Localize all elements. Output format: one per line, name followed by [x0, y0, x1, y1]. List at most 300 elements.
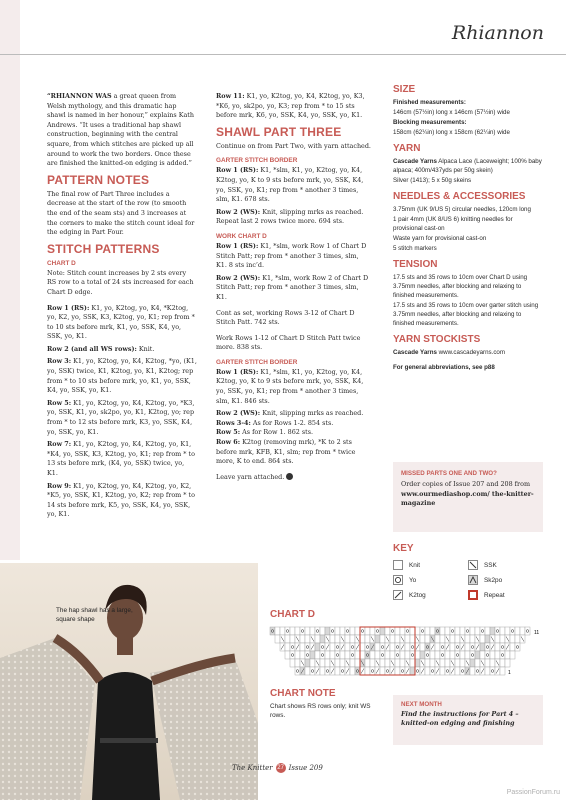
chart-cell: [380, 635, 385, 643]
page-footer: [232, 763, 323, 773]
chart-cell: [440, 627, 445, 635]
chart-cell: [440, 643, 445, 651]
chart-cell: [425, 651, 430, 659]
size-heading: SIZE: [393, 84, 416, 95]
chart-cell: [495, 651, 500, 659]
intro-paragraph: [47, 92, 197, 169]
chart-cell: [485, 643, 490, 651]
chart-cell: [445, 667, 450, 675]
chart-cell: [480, 627, 485, 635]
chart-cell: [365, 667, 370, 675]
chart-cell: [395, 659, 400, 667]
next-month-box: [393, 695, 543, 745]
chart-cell: [305, 627, 310, 635]
left-band: [0, 0, 20, 560]
yarn-heading: YARN: [393, 143, 421, 154]
chart-cell: [380, 667, 385, 675]
chart-cell: [285, 651, 290, 659]
chart-cell: [520, 627, 525, 635]
chart-cell: [350, 667, 355, 675]
chart-cell: [430, 627, 435, 635]
chart-cell: [385, 667, 390, 675]
chart-cell: [480, 651, 485, 659]
chart-cell: [410, 659, 415, 667]
needles-line-3: Waste yarn for provisional cast-on: [393, 235, 487, 242]
chart-cell: [365, 635, 370, 643]
chart-cell: [375, 635, 380, 643]
chart-cell: [485, 627, 490, 635]
next-month-heading: NEXT MONTH: [401, 701, 442, 708]
finished-value: 146cm (57½in) long x 146cm (57½in) wide: [393, 109, 510, 116]
chart-cell: [335, 651, 340, 659]
chart-cell: [525, 627, 530, 635]
chart-cell: [510, 643, 515, 651]
chart-cell: [490, 627, 495, 635]
chart-cell: [515, 627, 520, 635]
work-cont: Cont as set, working Rows 3-12 of Chart D Stitch Patt. 742 sts.: [216, 308, 355, 327]
chart-cell: [405, 643, 410, 651]
chart-cell: [470, 651, 475, 659]
chart-cell: [370, 627, 375, 635]
chart-cell: [370, 667, 375, 675]
chart-cell: [310, 659, 315, 667]
chart-cell: [350, 627, 355, 635]
chart-cell: [375, 643, 380, 651]
chart-cell: [430, 659, 435, 667]
chart-cell: [315, 627, 320, 635]
chart-cell: [300, 643, 305, 651]
chart-cell: [400, 627, 405, 635]
chart-d-grid: [268, 624, 544, 679]
chart-cell: [400, 659, 405, 667]
chart-cell: [455, 643, 460, 651]
chart-cell: [510, 627, 515, 635]
missed-parts-box: [393, 462, 543, 532]
garter2-row2: Row 2 (WS): Knit, slipping mrks as reached.: [216, 409, 364, 418]
chart-cell: [505, 659, 510, 667]
chart-cell: [425, 659, 430, 667]
chart-cell: [455, 635, 460, 643]
chart-cell: [290, 635, 295, 643]
stitch-row: Row 2 (and all WS rows): Knit.: [47, 344, 155, 353]
chart-cell: [485, 635, 490, 643]
knit-icon: [393, 560, 403, 570]
column-left: [47, 92, 197, 523]
chart-cell: [335, 659, 340, 667]
chart-cell: [460, 667, 465, 675]
chart-cell: [500, 667, 505, 675]
stitch-note: Note: Stitch count increases by 2 sts every RS row to a total of 24 sts increased for each Chart D edge.: [47, 268, 194, 296]
chart-cell: [455, 667, 460, 675]
chart-cell: [340, 651, 345, 659]
yo-icon: [393, 575, 403, 585]
chart-cell: [395, 651, 400, 659]
chart-cell: [395, 627, 400, 635]
key-yo: Yo: [393, 575, 468, 585]
chart-cell: [345, 627, 350, 635]
garter-border-heading-2: GARTER STITCH BORDER: [216, 358, 298, 366]
shawl-part-three-heading: SHAWL PART THREE: [216, 124, 342, 139]
chart-cell: [505, 627, 510, 635]
chart-cell: [450, 651, 455, 659]
work-row1: Row 1 (RS): K1, *slm, work Row 1 of Chart D Stitch Patt; rep from * another 3 times, slm, K1. 8 sts inc’d.: [216, 241, 367, 270]
needles-line-4: 5 stitch markers: [393, 245, 437, 252]
chart-cell: [485, 659, 490, 667]
chart-cell: [515, 635, 520, 643]
chart-cell: [410, 635, 415, 643]
chart-cell: [400, 651, 405, 659]
chart-cell: [290, 651, 295, 659]
chart-cell: [355, 627, 360, 635]
watermark: PassionForum.ru: [506, 789, 560, 796]
garter1-row2: Row 2 (WS): Knit, slipping mrks as reached. Repeat last 2 rows twice more. 694 sts.: [216, 207, 364, 226]
needles-line-1: 3.75mm (UK 9/US 5) circular needles, 120cm long: [393, 206, 531, 213]
chart-cell: [360, 643, 365, 651]
blocking-value: 158cm (62¼in) long x 158cm (62¼in) wide: [393, 129, 510, 136]
chart-cell: [305, 667, 310, 675]
stitch-patterns-heading: STITCH PATTERNS: [47, 241, 160, 256]
yarn-color: Silver (1413); 5 x 50g skeins: [393, 177, 472, 184]
chart-cell: [505, 651, 510, 659]
chart-cell: [365, 627, 370, 635]
chart-cell: [320, 635, 325, 643]
stitch-row: Row 1 (RS): K1, yo, K2tog, yo, K4, *K2tog, yo, K2, yo, SSK, K3, K2tog, yo, K1; rep from * to 10 sts before mrk, K1, yo, SSK, K4, yo, SSK, yo, K1.: [47, 303, 195, 341]
end-mark-icon: [286, 473, 293, 480]
chart-cell: [490, 651, 495, 659]
garter2-row1: Row 1 (RS): K1, *slm, K1, yo, K2tog, yo, K4, K2tog, yo, K to 9 sts before mrk, yo, SSK, K4, yo, SSK, yo, K1; rep from * another 3 times, slm, K1. 846 sts.: [216, 367, 364, 405]
magazine-name: The Knitter: [232, 764, 273, 772]
finished-label: Finished measurements:: [393, 99, 466, 106]
garter1-row1: Row 1 (RS): K1, *slm, K1, yo, K2tog, yo, K4, K2tog, yo, K to 9 sts before mrk, yo, SSK, K4, yo, SSK, yo, K1; rep from * another 3 times, slm, K1. 678 sts.: [216, 166, 364, 204]
chart-cell: [455, 627, 460, 635]
chart-cell: [415, 651, 420, 659]
chart-cell: [390, 651, 395, 659]
chart-cell: [495, 643, 500, 651]
chart-cell: [345, 643, 350, 651]
chart-d-svg: [268, 624, 544, 679]
row-11: Row 11: K1, yo, K2tog, yo, K4, K2tog, yo, K3, *K6, yo, sk2po, yo, K3; rep from * to 15 sts before mrk, K6, yo, SSK, K4, yo, SSK, yo, K1.: [216, 92, 365, 120]
model-photo: [0, 563, 258, 800]
chart-cell: [445, 659, 450, 667]
chart-cell: [480, 643, 485, 651]
chart-cell: [445, 651, 450, 659]
work-chart-d-heading: WORK CHART D: [216, 232, 267, 240]
issue-number: Issue 209: [288, 764, 323, 772]
leave-yarn: Leave yarn attached.: [216, 473, 371, 483]
chart-cell: [420, 627, 425, 635]
tension-line-1: 17.5 sts and 35 rows to 10cm over Chart D using 3.75mm needles, after blocking and relaxing to finished measurements.: [393, 274, 528, 299]
chart-cell: [295, 627, 300, 635]
chart-cell: [395, 635, 400, 643]
chart-cell: [340, 627, 345, 635]
page-title: Rhiannon: [451, 22, 544, 44]
chart-cell: [450, 627, 455, 635]
photo-caption: The hap shawl has a large, square shape: [56, 607, 133, 623]
chart-cell: [325, 651, 330, 659]
next-month-text: Find the instructions for Part 4 – knitted-on edging and finishing: [401, 710, 519, 727]
chart-cell: [320, 643, 325, 651]
chart-cell: [380, 627, 385, 635]
chart-cell: [495, 627, 500, 635]
chart-cell: [310, 627, 315, 635]
chart-cell: [500, 651, 505, 659]
chart-cell: [465, 651, 470, 659]
stockists-text: Cascade Yarns www.cascadeyarns.com: [393, 349, 506, 356]
chart-cell: [375, 627, 380, 635]
chart-cell: [355, 667, 360, 675]
chart-cell: [470, 659, 475, 667]
chart-row-label-bottom: 1: [508, 670, 511, 676]
chart-cell: [425, 643, 430, 651]
chart-cell: [275, 627, 280, 635]
chart-cell: [275, 635, 280, 643]
chart-cell: [460, 659, 465, 667]
chart-cell: [510, 635, 515, 643]
sk2po-icon: [468, 575, 478, 585]
chart-cell: [310, 667, 315, 675]
chart-cell: [495, 635, 500, 643]
chart-cell: [365, 659, 370, 667]
garter-border-heading-1: GARTER STITCH BORDER: [216, 157, 298, 165]
chart-cell: [440, 651, 445, 659]
stockists-heading: YARN STOCKISTS: [393, 334, 481, 345]
chart-cell: [390, 635, 395, 643]
work-row2: Row 2 (WS): K1, *slm, work Row 2 of Chart D Stitch Patt; rep from * another 3 times, slm, K1.: [216, 273, 369, 301]
chart-cell: [325, 667, 330, 675]
chart-note-heading: CHART NOTE: [270, 688, 336, 699]
key-section: [393, 537, 543, 600]
chart-cell: [490, 667, 495, 675]
chart-cell: [350, 659, 355, 667]
chart-cell: [430, 667, 435, 675]
tension-line-2: 17.5 sts and 35 rows to 10cm over garter stitch using 3.75mm needles, after blocking and relaxing to finished measurements.: [393, 302, 539, 327]
chart-cell: [410, 643, 415, 651]
chart-cell: [305, 635, 310, 643]
chart-cell: [510, 651, 515, 659]
chart-cell: [300, 635, 305, 643]
chart-cell: [485, 667, 490, 675]
chart-cell: [360, 635, 365, 643]
chart-cell: [330, 627, 335, 635]
chart-cell: [425, 667, 430, 675]
stitch-row: Row 7: K1, yo, K2tog, yo, K4, K2tog, yo, K1, *K4, yo, SSK, K3, K2tog, yo, K1; rep from * to 13 sts before mrk, (K4, yo, SSK) twice, yo, K1.: [47, 440, 195, 477]
chart-cell: [320, 667, 325, 675]
chart-cell: [500, 635, 505, 643]
chart-cell: [335, 643, 340, 651]
stitch-row: Row 5: K1, yo, K2tog, yo, K4, K2tog, yo, *K3, yo, SSK, K1, yo, sk2po, yo, K1, K2tog, yo; rep from * to 12 sts before mrk, K3, yo, SSK, K4, yo, SSK, yo, K1.: [47, 398, 195, 436]
chart-cell: [435, 627, 440, 635]
chart-cell: [395, 643, 400, 651]
stitch-row: Row 3: K1, yo, K2tog, yo, K4, K2tog, *yo, (K1, yo, SSK) twice, K1, K2tog, yo, K1, K2tog; rep from * to 10 sts before mrk, yo, K1, yo, SSK, K4, yo, SSK, yo, K1.: [47, 357, 197, 395]
chart-cell: [300, 627, 305, 635]
chart-cell: [405, 651, 410, 659]
chart-cell: [480, 635, 485, 643]
intro-lead: “RHIANNON WAS: [47, 92, 112, 100]
chart-cell: [500, 659, 505, 667]
chart-cell: [410, 651, 415, 659]
shawl-text: Continue on from Part Two, with yarn attached.: [216, 141, 371, 150]
chart-cell: [290, 659, 295, 667]
page-number: 27: [277, 765, 284, 771]
chart-cell: [340, 659, 345, 667]
chart-cell: [395, 667, 400, 675]
chart-cell: [305, 643, 310, 651]
chart-cell: [350, 651, 355, 659]
column-middle: [216, 92, 371, 485]
stitch-rows: [47, 304, 197, 520]
chart-cell: [310, 651, 315, 659]
model-photo-image: [0, 563, 258, 800]
chart-cell: [440, 635, 445, 643]
chart-cell: [440, 667, 445, 675]
chart-cell: [500, 627, 505, 635]
chart-cell: [465, 627, 470, 635]
chart-cell: [405, 627, 410, 635]
chart-cell: [415, 659, 420, 667]
repeat-icon: [468, 590, 478, 600]
chart-cell: [365, 651, 370, 659]
chart-cell: [335, 627, 340, 635]
chart-cell: [295, 667, 300, 675]
chart-cell: [475, 659, 480, 667]
chart-cell: [335, 635, 340, 643]
chart-cell: [360, 627, 365, 635]
chart-cell: [325, 627, 330, 635]
chart-cell: [380, 643, 385, 651]
key-knit: Knit: [393, 560, 468, 570]
chart-cell: [420, 651, 425, 659]
chart-cell: [440, 659, 445, 667]
chart-cell: [420, 635, 425, 643]
chart-cell: [300, 651, 305, 659]
chart-cell: [370, 659, 375, 667]
garter2-row34: Rows 3-4: As for Rows 1-2. 854 sts.: [216, 418, 334, 427]
chart-cell: [470, 643, 475, 651]
garter2-row5: Row 5: As for Row 1. 862 sts.: [216, 428, 314, 437]
title-rule: [0, 54, 566, 55]
chart-cell: [475, 651, 480, 659]
chart-cell: [360, 651, 365, 659]
chart-cell: [380, 659, 385, 667]
chart-cell: [290, 643, 295, 651]
chart-cell: [295, 651, 300, 659]
blocking-label: Blocking measurements:: [393, 119, 467, 126]
chart-cell: [390, 643, 395, 651]
chart-cell: [345, 651, 350, 659]
chart-cell: [335, 667, 340, 675]
column-sidebar: [393, 84, 543, 373]
key-grid: [393, 560, 543, 600]
chart-cell: [295, 659, 300, 667]
chart-cell: [380, 651, 385, 659]
chart-d-subheading: CHART D: [47, 259, 76, 267]
chart-cell: [365, 643, 370, 651]
key-k2tog: K2tog: [393, 590, 468, 600]
needles-heading: NEEDLES & ACCESSORIES: [393, 191, 526, 202]
chart-cell: [460, 651, 465, 659]
chart-cell: [325, 659, 330, 667]
chart-cell: [370, 651, 375, 659]
abbreviations-note: For general abbreviations, see p88: [393, 364, 495, 371]
intro-text: a great queen from Welsh mythology, and this dramatic hap shawl is named in her honour,” explains Kath Andrews. “It uses a traditional hap shawl construction, beginning with the central square, from which stitches are picked up all around to work the two borders. Once these are finished the knitted-on edging is added.”: [47, 92, 194, 168]
chart-cell: [385, 651, 390, 659]
pattern-notes-text: The final row of Part Three includes a decrease at the start of the row (to smooth the end of the seam sts) and 3 increases at the corners to make the stitch count ideal for the edging in Part Four.: [47, 189, 195, 237]
chart-cell: [390, 627, 395, 635]
chart-cell: [470, 627, 475, 635]
chart-cell: [435, 635, 440, 643]
chart-cell: [410, 627, 415, 635]
chart-cell: [340, 667, 345, 675]
chart-cell: [355, 651, 360, 659]
garter2-row6: Row 6: K2tog (removing mrk), *K to 2 sts before mrk, KFB, K1, slm; rep from * twice more, K to end. 864 sts.: [216, 438, 356, 466]
chart-cell: [405, 635, 410, 643]
needles-line-2: 1 pair 4mm (UK 8/US 6) knitting needles for provisional cast-on: [393, 216, 513, 232]
chart-cell: [465, 635, 470, 643]
chart-cell: [470, 667, 475, 675]
chart-cell: [460, 627, 465, 635]
key-ssk: SSK: [468, 560, 543, 570]
stitch-row: Row 9: K1, yo, K2tog, yo, K4, K2tog, yo, K2, *K5, yo, SSK, K1, K2tog, yo, K2; rep from * to 14 sts before mrk, K5, yo, SSK, K4, yo, SSK, yo, K1.: [47, 481, 195, 519]
chart-cell: [485, 651, 490, 659]
chart-cell: [450, 643, 455, 651]
chart-cell: [320, 659, 325, 667]
chart-cell: [285, 635, 290, 643]
chart-cell: [435, 651, 440, 659]
yarn-text: Cascade Yarns Alpaca Lace (Laceweight; 100% baby alpaca; 400m/437yds per 50g skein): [393, 158, 542, 174]
chart-cell: [355, 659, 360, 667]
chart-cell: [385, 659, 390, 667]
chart-cell: [430, 651, 435, 659]
key-repeat: Repeat: [468, 590, 543, 600]
chart-cell: [350, 635, 355, 643]
chart-cell: [270, 627, 275, 635]
chart-cell: [375, 651, 380, 659]
chart-cell: [410, 667, 415, 675]
tension-heading: TENSION: [393, 259, 438, 270]
k2tog-icon: [393, 590, 403, 600]
chart-cell: [455, 651, 460, 659]
chart-cell: [320, 651, 325, 659]
chart-cell: [315, 635, 320, 643]
chart-cell: [280, 627, 285, 635]
missed-text: Order copies of Issue 207 and 208 from www.ourmediashop.com/ the-knitter-magazine: [401, 480, 534, 507]
chart-cell: [350, 643, 355, 651]
chart-cell: [305, 651, 310, 659]
chart-cell: [385, 627, 390, 635]
chart-cell: [465, 643, 470, 651]
chart-cell: [450, 635, 455, 643]
chart-cell: [285, 643, 290, 651]
work-more: Work Rows 1-12 of Chart D Stitch Patt twice more. 838 sts.: [216, 333, 361, 352]
chart-cell: [435, 643, 440, 651]
missed-heading: MISSED PARTS ONE AND TWO?: [401, 470, 497, 477]
chart-cell: [400, 667, 405, 675]
chart-cell: [425, 627, 430, 635]
chart-cell: [315, 643, 320, 651]
ssk-icon: [468, 560, 478, 570]
chart-d-title: CHART D: [270, 609, 315, 620]
missed-url-link[interactable]: www.ourmediashop.com/ the-knitter-magazine: [401, 489, 534, 507]
chart-cell: [330, 651, 335, 659]
chart-cell: [420, 643, 425, 651]
chart-cell: [415, 627, 420, 635]
chart-cell: [290, 627, 295, 635]
chart-cell: [330, 643, 335, 651]
chart-cell: [330, 635, 335, 643]
chart-cell: [305, 659, 310, 667]
chart-cell: [425, 635, 430, 643]
key-heading: KEY: [393, 543, 414, 554]
